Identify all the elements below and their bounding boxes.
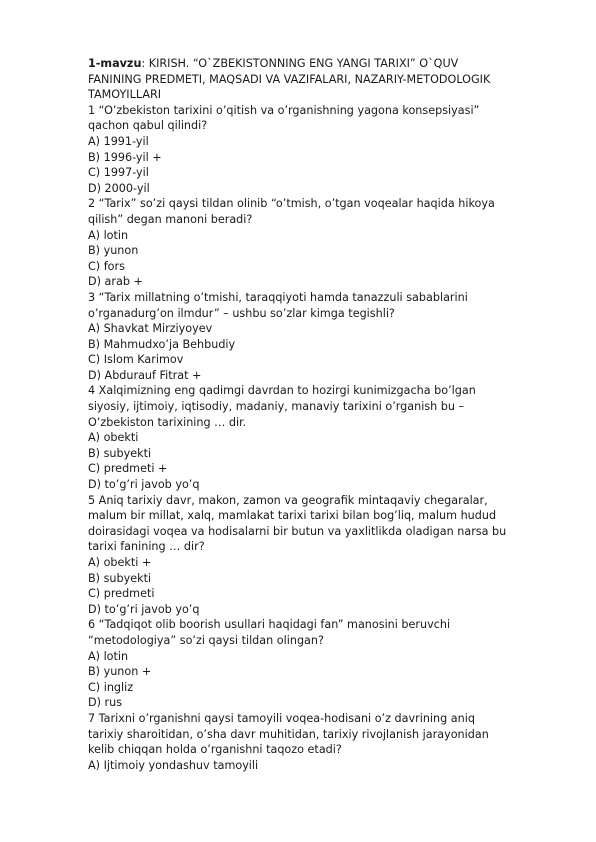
questions-body bbox=[88, 103, 506, 774]
text-line: tarixiy sharoitidan, o’sha davr muhitidan, tarixiy rivojlanish jarayonidan bbox=[88, 727, 489, 741]
text-line: 6 “Tadqiqot olib boorish usullari haqidagi fan” manosini beruvchi bbox=[88, 618, 451, 632]
text-line: malum bir millat, xalq, mamlakat tarixi tarixi bilan bog’liq, malum hudud bbox=[88, 509, 497, 523]
text-line: doirasidagi voqea va hodisalarni bir butun va yaxlitlikda oladigan narsa bu bbox=[88, 524, 507, 538]
text-line: D) 2000-yil bbox=[88, 181, 150, 195]
text-line: 3 “Tarix millatning o’tmishi, taraqqiyoti hamda tanazzuli sabablarini bbox=[88, 290, 468, 304]
text-line: qilish” degan manoni beradi? bbox=[88, 212, 253, 226]
text-line: A) lotin bbox=[88, 228, 129, 242]
text-line: D) to’g’ri javob yo’q bbox=[88, 478, 200, 492]
text-line: 4 Xalqimizning eng qadimgi davrdan to hozirgi kunimizgacha bo’lgan bbox=[88, 384, 476, 398]
text-line: A) Ijtimoiy yondashuv tamoyili bbox=[88, 758, 259, 772]
text-line: 2 “Tarix” so’zi qaysi tildan olinib “o’tmish, o’tgan voqealar haqida hikoya bbox=[88, 197, 495, 211]
topic-heading bbox=[88, 56, 506, 103]
text-line: 7 Tarixni o’rganishni qaysi tamoyili voqea-hodisani o’z davrining aniq bbox=[88, 711, 475, 725]
text-line: C) predmeti + bbox=[88, 462, 168, 476]
topic-label: 1-mavzu bbox=[88, 57, 142, 70]
text-line: A) 1991-yil bbox=[88, 134, 149, 148]
text-line: 5 Aniq tarixiy davr, makon, zamon va geografik mintaqaviy chegaralar, bbox=[88, 493, 488, 507]
text-line: B) 1996-yil + bbox=[88, 150, 162, 164]
text-line: D) to’g’ri javob yo’q bbox=[88, 602, 200, 616]
text-line: A) obekti + bbox=[88, 556, 152, 569]
text-line: A) obekti bbox=[88, 431, 139, 445]
text-line: C) predmeti bbox=[88, 587, 155, 601]
text-line: B) Mahmudxo’ja Behbudiy bbox=[88, 337, 236, 351]
text-line: B) subyekti bbox=[88, 446, 152, 460]
text-line: A) lotin bbox=[88, 649, 129, 663]
topic-title: : KIRISH. “O`ZBEKISTONNING ENG YANGI TARIXI” O`QUV FANINING PREDMETI, MAQSADI VA VAZIFALARI, NAZARIY-METODOLOGIK TAMOYILLARI bbox=[88, 57, 491, 102]
text-line: O’zbekiston tarixining … dir. bbox=[88, 415, 247, 429]
text-line: o’rganadurg’on ilmdur” – ushbu so’zlar kimga tegishli? bbox=[88, 306, 395, 320]
text-line: C) 1997-yil bbox=[88, 166, 149, 180]
text-line: tarixi fanining … dir? bbox=[88, 540, 205, 554]
text-line: A) Shavkat Mirziyoyev bbox=[88, 322, 213, 336]
text-line: D) Abdurauf Fitrat + bbox=[88, 368, 202, 382]
text-line: siyosiy, ijtimoiy, iqtisodiy, madaniy, manaviy tarixini o’rganish bu – bbox=[88, 400, 465, 414]
text-line: C) ingliz bbox=[88, 680, 134, 694]
text-line: C) fors bbox=[88, 259, 125, 273]
text-line: kelib chiqqan holda o’rganishni taqozo etadi? bbox=[88, 743, 342, 757]
text-line: B) yunon + bbox=[88, 665, 152, 679]
text-line: 1 “O’zbekiston tarixini o’qitish va o’rganishning yagona konsepsiyasi” bbox=[88, 103, 480, 117]
text-line: D) rus bbox=[88, 696, 123, 710]
text-line: B) yunon bbox=[88, 244, 139, 258]
text-line: qachon qabul qilindi? bbox=[88, 119, 208, 133]
text-line: D) arab + bbox=[88, 275, 143, 289]
text-line: B) subyekti bbox=[88, 571, 152, 585]
text-line: “metodologiya” so’zi qaysi tildan olingan? bbox=[88, 633, 324, 647]
text-line: C) Islom Karimov bbox=[88, 353, 184, 367]
